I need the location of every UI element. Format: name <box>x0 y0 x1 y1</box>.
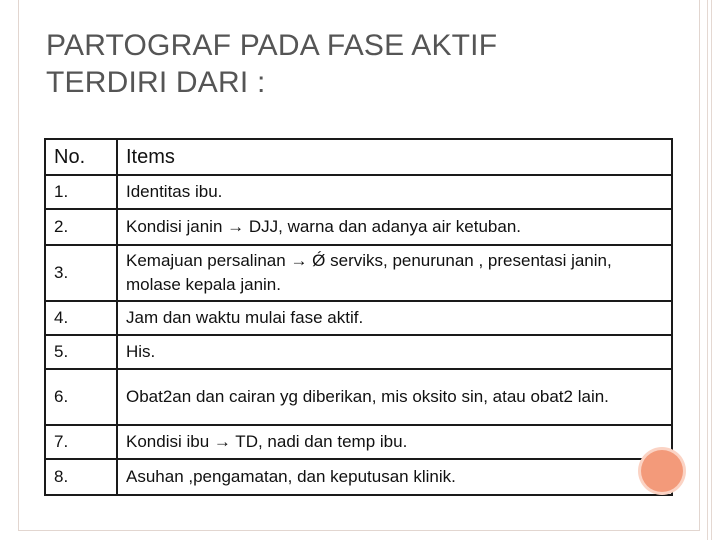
row-item: Obat2an dan cairan yg diberikan, mis oksito sin, atau obat2 lain. <box>117 369 672 425</box>
table-header-row <box>45 139 672 175</box>
row-item: Kondisi janin → DJJ, warna dan adanya air ketuban. <box>117 209 672 245</box>
slide-title-line-1: PARTOGRAF PADA FASE AKTIF <box>46 29 498 62</box>
row-number: 2. <box>45 209 117 245</box>
row-number: 7. <box>45 425 117 459</box>
row-item: Kemajuan persalinan → Ǿ serviks, penurunan , presentasi janin, molase kepala janin. <box>117 245 672 301</box>
row-item: His. <box>117 335 672 369</box>
table-row <box>45 209 672 245</box>
slide-title-line-2: TERDIRI DARI : <box>46 66 266 99</box>
row-number: 6. <box>45 369 117 425</box>
row-number: 4. <box>45 301 117 335</box>
row-item: Asuhan ,pengamatan, dan keputusan klinik. <box>117 459 672 495</box>
table-row <box>45 335 672 369</box>
row-item: Kondisi ibu → TD, nadi dan temp ibu. <box>117 425 672 459</box>
header-items: Items <box>117 139 672 175</box>
row-number: 3. <box>45 245 117 301</box>
table-row <box>45 459 672 495</box>
row-item: Identitas ibu. <box>117 175 672 209</box>
row-number: 5. <box>45 335 117 369</box>
table-row <box>45 301 672 335</box>
table-row <box>45 369 672 425</box>
table-row <box>45 425 672 459</box>
header-no: No. <box>45 139 117 175</box>
slide-edge-rule <box>707 0 712 540</box>
row-number: 1. <box>45 175 117 209</box>
row-number: 8. <box>45 459 117 495</box>
table-row <box>45 245 672 301</box>
slide-title <box>46 27 646 101</box>
table-row <box>45 175 672 209</box>
decorative-circle <box>641 450 683 492</box>
row-item: Jam dan waktu mulai fase aktif. <box>117 301 672 335</box>
partograf-items-table <box>44 138 673 496</box>
